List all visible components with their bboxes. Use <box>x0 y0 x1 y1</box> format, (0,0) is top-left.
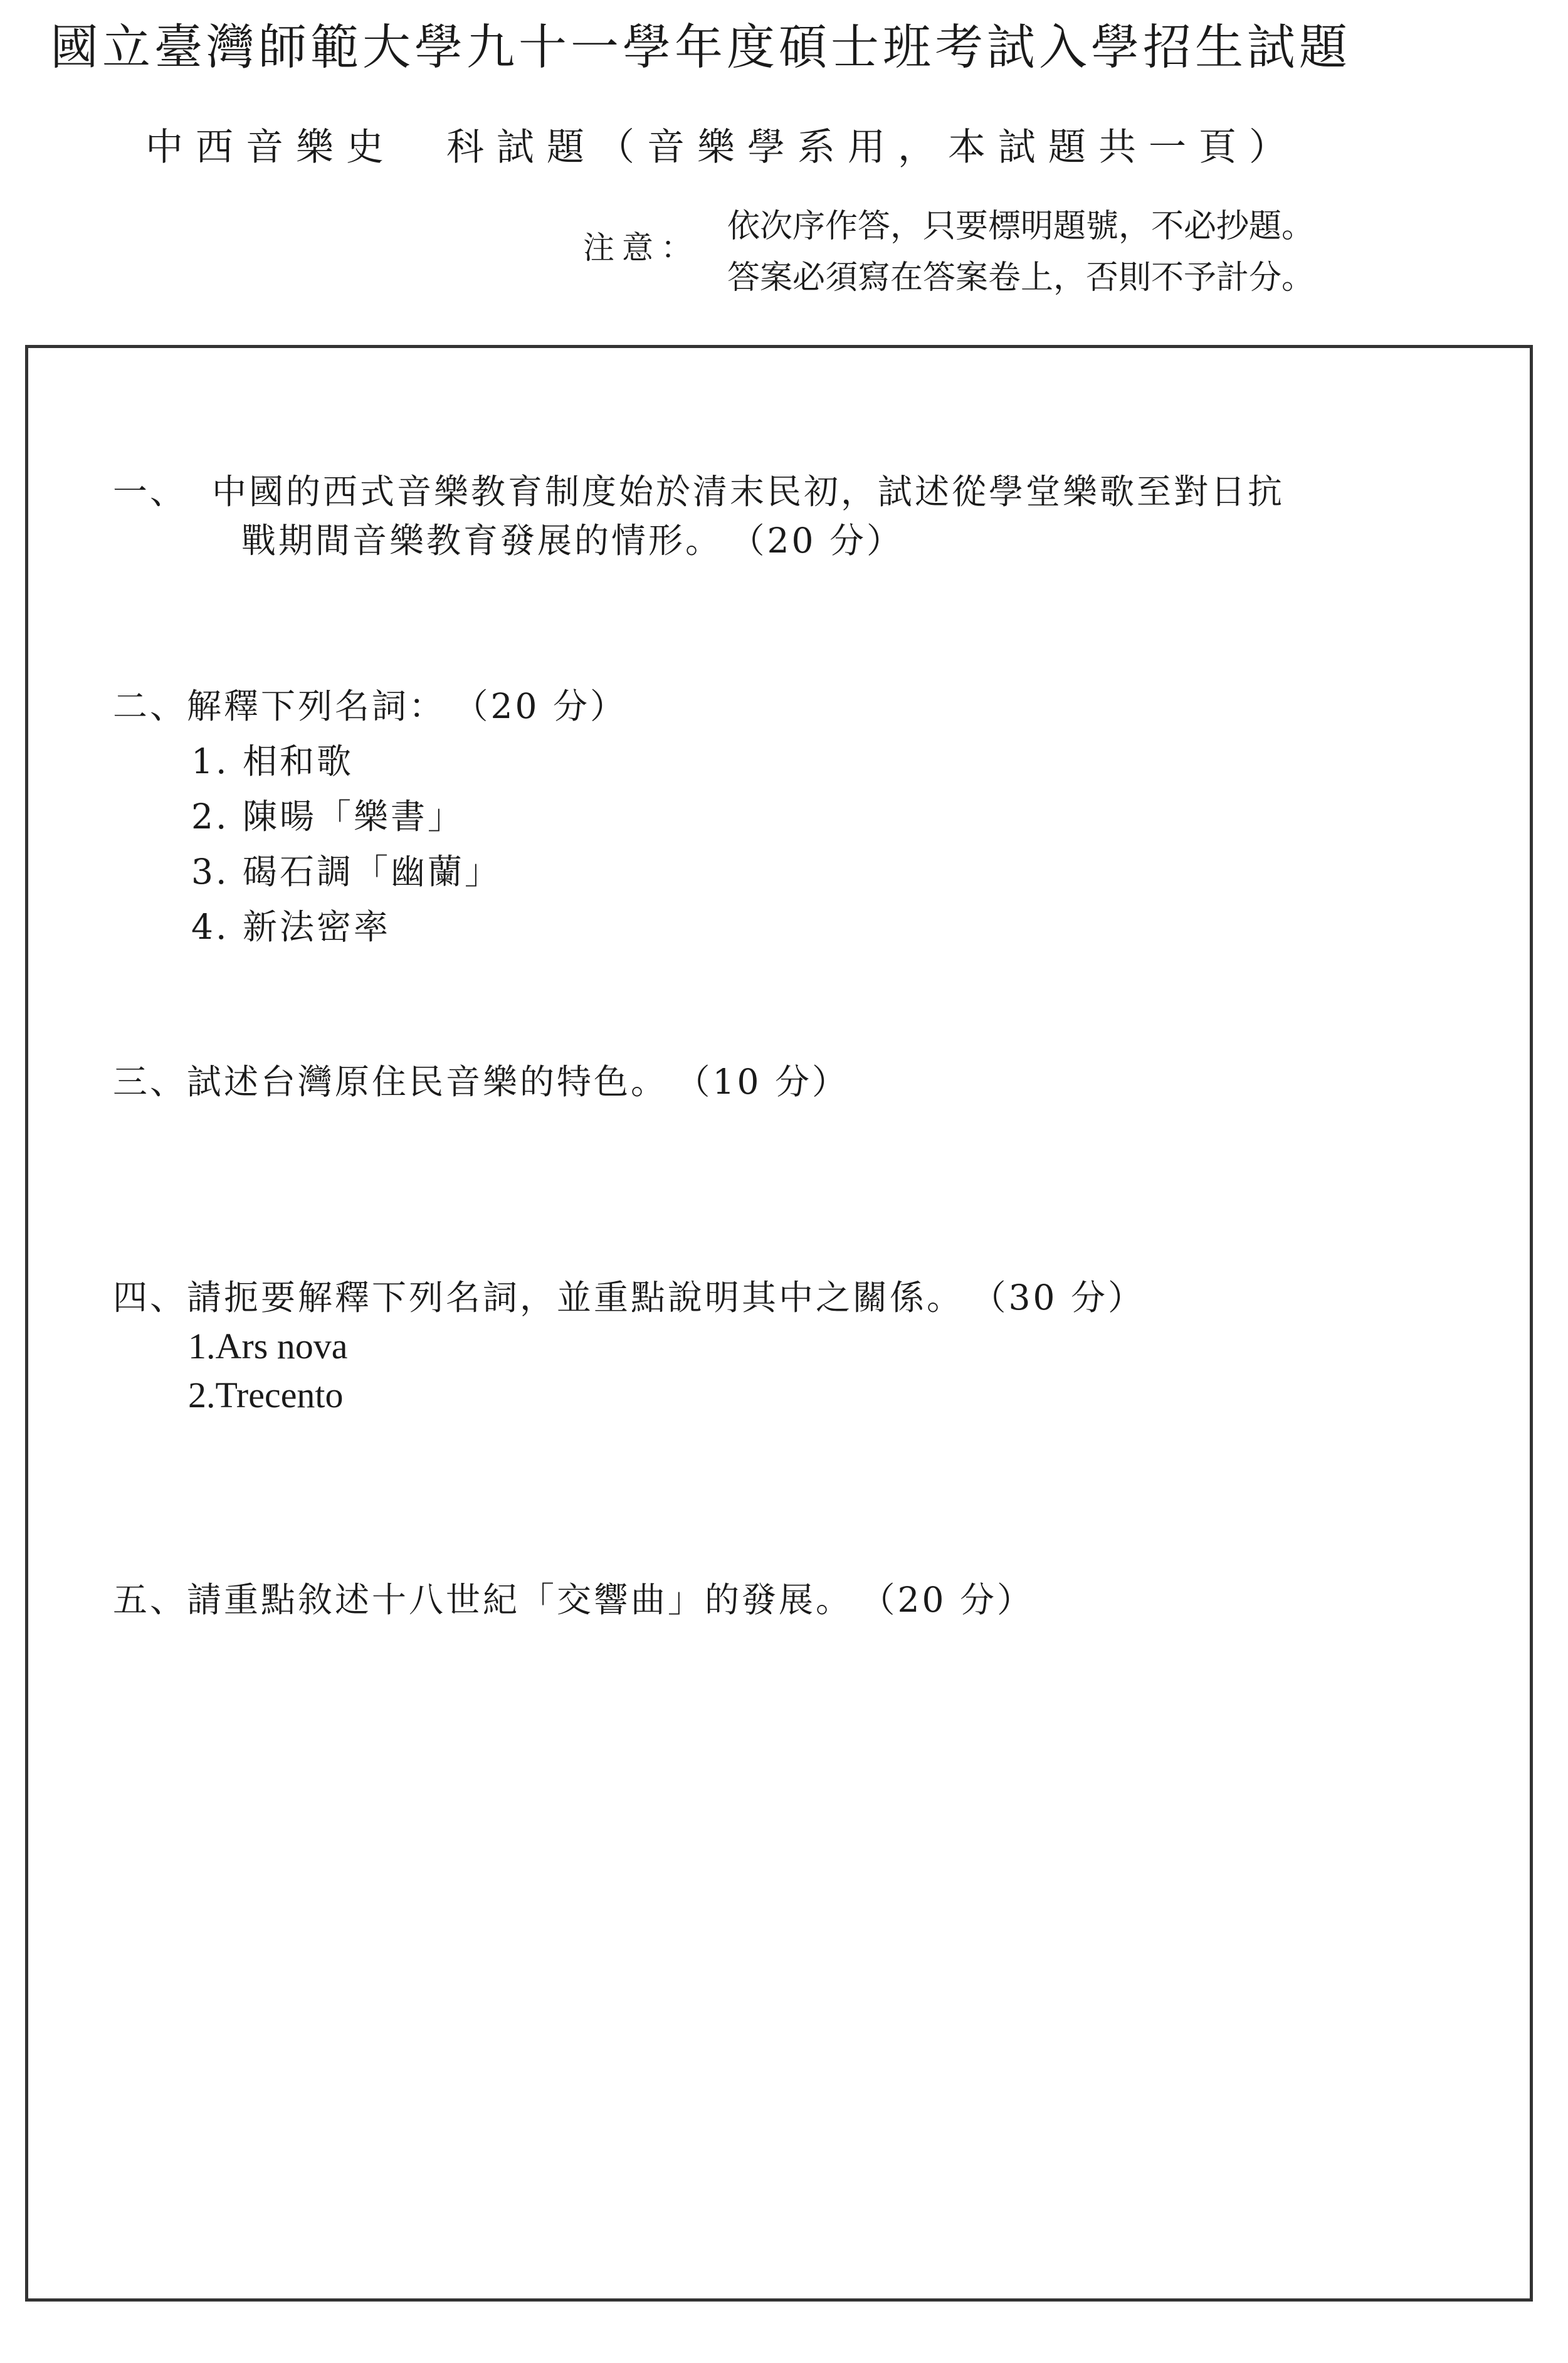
question-text: 請扼要解釋下列名詞，並重點說明其中之關係。 <box>187 1277 964 1318</box>
question-text: 中國的西式音樂教育制度始於清末民初，試述從學堂樂歌至對日抗 <box>212 472 1285 512</box>
question-text: 解釋下列名詞： <box>187 686 446 726</box>
notice-line: 依次序作答，只要標明題號，不必抄題。 <box>727 208 1315 245</box>
exam-subtitle <box>145 119 1299 176</box>
question-number: 一、 <box>113 472 187 512</box>
question-text: 戰期間音樂教育發展的情形。 <box>241 521 723 561</box>
list-item: 3. 碣石調「幽蘭」 <box>191 852 502 892</box>
list-item: 1.Ars nova <box>188 1326 348 1367</box>
question-points: （10 分） <box>693 1062 849 1102</box>
question-points: （20 分） <box>471 686 627 726</box>
question-3 <box>113 1057 849 1106</box>
notice-label: 注意： <box>583 230 700 266</box>
question-text: 請重點敘述十八世紀「交響曲」的發展。 <box>187 1580 853 1620</box>
question-number: 三、 <box>113 1062 187 1102</box>
question-number: 五、 <box>113 1580 187 1620</box>
question-5 <box>113 1575 1034 1624</box>
question-points: （20 分） <box>747 521 903 561</box>
question-number: 二、 <box>113 686 187 726</box>
question-1 <box>113 467 1285 565</box>
question-4 <box>113 1273 1145 1420</box>
list-item: 2. 陳暘「樂書」 <box>191 796 465 837</box>
notice-block <box>727 201 1314 304</box>
subtitle-details: 科試題（音樂學系用，本試題共一頁） <box>446 125 1299 169</box>
list-item: 2.Trecento <box>188 1375 344 1415</box>
question-number: 四、 <box>113 1277 187 1318</box>
question-text: 試述台灣原住民音樂的特色。 <box>187 1062 668 1102</box>
question-2 <box>113 679 627 954</box>
list-item: 1. 相和歌 <box>191 741 354 781</box>
question-points: （30 分） <box>989 1277 1145 1318</box>
question-points: （20 分） <box>878 1580 1034 1620</box>
list-item: 4. 新法密率 <box>191 907 391 947</box>
notice-line: 答案必須寫在答案卷上，否則不予計分。 <box>727 259 1315 297</box>
exam-title: 國立臺灣師範大學九十一學年度碩士班考試入學招生試題 <box>50 20 1351 76</box>
course-name: 中西音樂史 <box>145 125 396 169</box>
